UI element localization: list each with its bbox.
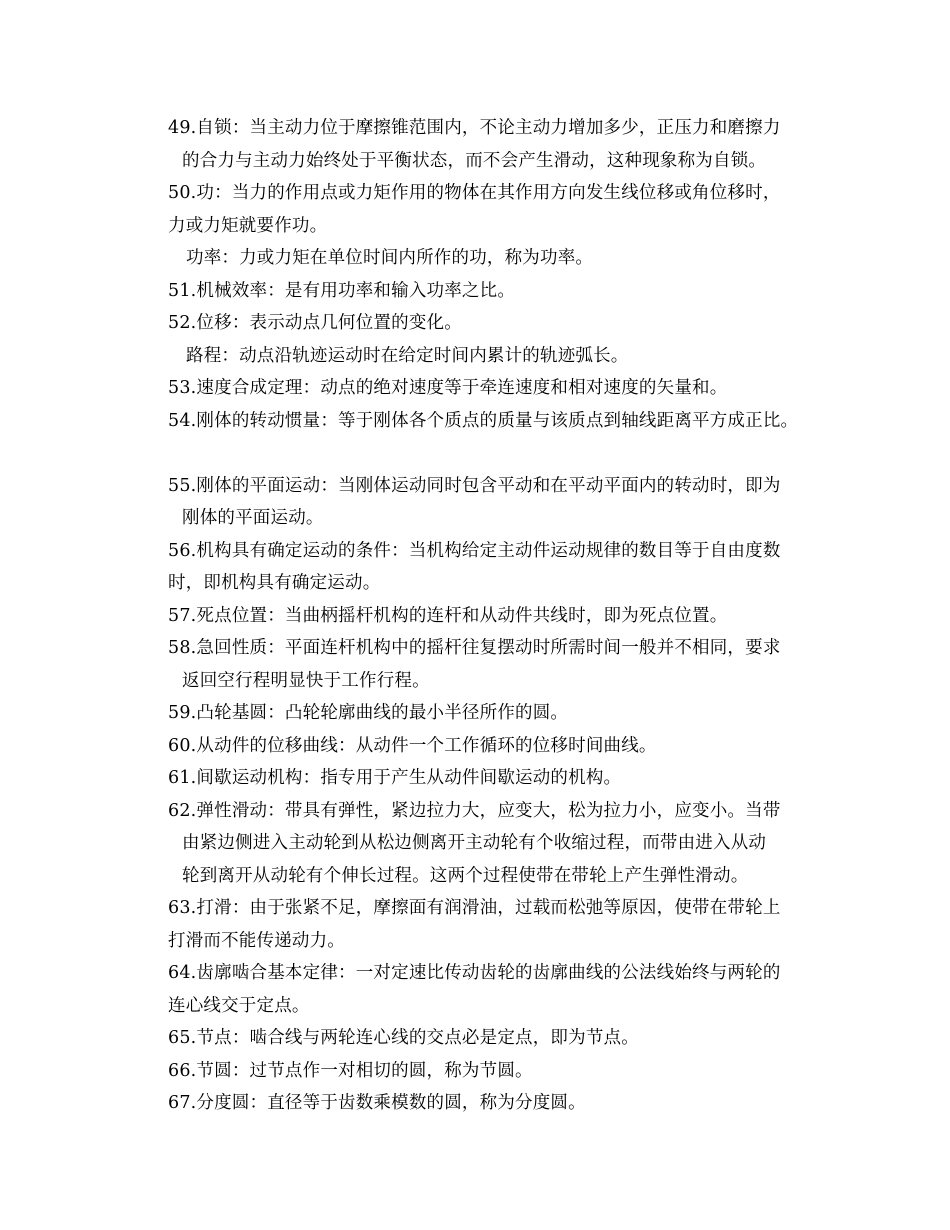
text-line: 57.死点位置：当曲柄摇杆机构的连杆和从动件共线时，即为死点位置。 <box>168 605 728 626</box>
text-line: 61.间歇运动机构：指专用于产生从动件间歇运动的机构。 <box>168 768 622 788</box>
blank-line <box>168 437 848 470</box>
text-line: 轮到离开从动轮有个伸长过程。这两个过程使带在带轮上产生弹性滑动。 <box>182 865 749 886</box>
text-line: 51.机械效率：是有用功率和输入功率之比。 <box>168 280 516 301</box>
text-line: 打滑而不能传递动力。 <box>168 930 345 951</box>
document-body <box>168 112 848 1120</box>
text-line: 62.弹性滑动：带具有弹性，紧边拉力大，应变大，松为拉力小，应变小。当带 <box>168 800 781 821</box>
text-line: 时，即机构具有确定运动。 <box>168 573 381 593</box>
text-line: 59.凸轮基圆：凸轮轮廓曲线的最小半径所作的圆。 <box>168 703 569 723</box>
text-line: 66.节圆：过节点作一对相切的圆，称为节圆。 <box>168 1060 533 1081</box>
text-line: 60.从动件的位移曲线：从动件一个工作循环的位移时间曲线。 <box>168 735 657 756</box>
text-line: 50.功：当力的作用点或力矩作用的物体在其作用方向发生线位移或角位移时， <box>168 183 781 203</box>
text-line: 功率：力或力矩在单位时间内所作的功，称为功率。 <box>186 248 594 268</box>
text-line: 刚体的平面运动。 <box>182 508 324 528</box>
text-line: 连心线交于定点。 <box>168 995 310 1016</box>
text-line: 55.刚体的平面运动：当刚体运动同时包含平动和在平动平面内的转动时，即为 <box>168 475 781 496</box>
text-line: 56.机构具有确定运动的条件：当机构给定主动件运动规律的数目等于自由度数 <box>168 540 781 561</box>
text-line: 的合力与主动力始终处于平衡状态，而不会产生滑动，这种现象称为自锁。 <box>182 150 767 171</box>
text-line: 64.齿廓啮合基本定律：一对定速比传动齿轮的齿廓曲线的公法线始终与两轮的 <box>168 963 781 983</box>
text-line: 由紧边侧进入主动轮到从松边侧离开主动轮有个收缩过程，而带由进入从动 <box>182 833 767 853</box>
text-line: 58.急回性质：平面连杆机构中的摇杆往复摆动时所需时间一般并不相同，要求 <box>168 638 781 658</box>
text-line: 返回空行程明显快于工作行程。 <box>182 670 430 691</box>
text-line: 52.位移：表示动点几何位置的变化。 <box>168 313 462 333</box>
text-line: 路程：动点沿轨迹运动时在给定时间内累计的轨迹弧长。 <box>186 345 629 366</box>
text-line: 力或力矩就要作功。 <box>168 215 328 236</box>
text-line: 53.速度合成定理：动点的绝对速度等于牵连速度和相对速度的矢量和。 <box>168 378 728 398</box>
text-line: 54.刚体的转动惯量：等于刚体各个质点的质量与该质点到轴线距离平方成正比。 <box>168 410 799 431</box>
text-line: 49.自锁：当主动力位于摩擦锥范围内，不论主动力增加多少，正压力和磨擦力 <box>168 118 781 138</box>
text-line: 65.节点：啮合线与两轮连心线的交点必是定点，即为节点。 <box>168 1028 639 1048</box>
text-line: 67.分度圆：直径等于齿数乘模数的圆，称为分度圆。 <box>168 1093 586 1113</box>
text-line: 63.打滑：由于张紧不足，摩擦面有润滑油，过载而松弛等原因，使带在带轮上 <box>168 898 781 918</box>
